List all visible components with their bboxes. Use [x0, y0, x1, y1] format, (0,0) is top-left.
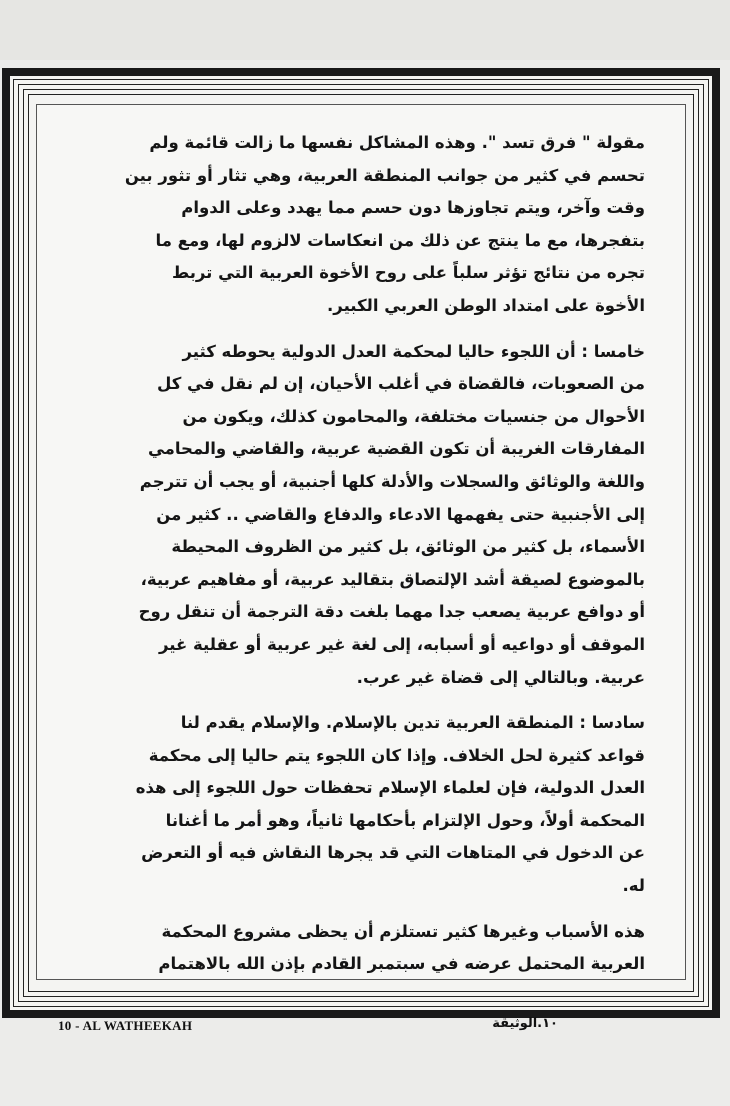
text-line: وقت وآخر، ويتم تجاوزها دون حسم مما يهدد وعلى الدوام	[181, 198, 645, 218]
footer-page-label-latin: 10 - AL WATHEEKAH	[58, 1018, 193, 1033]
footer-page-label-arabic: ١٠.الوثيقة	[492, 1016, 558, 1031]
text-line: خامسا : أن اللجوء حاليا لمحكمة العدل الدولية يحوطه كثير	[182, 341, 645, 361]
text-line: الموقف أو دواعيه أو أسبابه، إلى لغة غير عربية أو عقلية غير	[158, 634, 645, 654]
text-line: تجره من نتائج تؤثر سلباً على روح الأخوة العربية التي تربط	[172, 263, 645, 283]
text-line: هذه الأسباب وغيرها كثير تستلزم أن يحظى مشروع المحكمة	[161, 921, 645, 941]
article-body	[36, 104, 686, 980]
text-line: أو دوافع عربية يصعب جدا مهما بلغت دقة الترجمة أن تنقل روح	[138, 602, 645, 622]
text-line: بتفجرها، مع ما ينتج عن ذلك من انعكاسات لالزوم لها، ومع ما	[155, 230, 645, 250]
text-line: بالموضوع لصيقة أشد الإلتصاق بتقاليد عربية، أو مفاهيم عربية،	[140, 569, 645, 589]
paragraph-3	[77, 707, 645, 903]
text-line: عربية. وبالتالي إلى قضاة غير عرب.	[356, 667, 645, 687]
text-line: الأخوة على امتداد الوطن العربي الكبير.	[327, 295, 645, 315]
text-line: من الصعوبات، فالقضاة في أغلب الأحيان، إن لم نقل في كل	[156, 374, 645, 394]
text-line: المفارقات الغريبة أن تكون القضية عربية، والقاضي والمحامي	[147, 439, 645, 459]
text-line: سادسا : المنطقة العربية تدين بالإسلام. والإسلام يقدم لنا	[180, 713, 645, 733]
decorative-frame	[2, 68, 720, 1018]
text-line: له.	[622, 876, 645, 896]
text-line: تحسم في كثير من جوانب المنطقة العربية، وهي تثار أو تثور بين	[124, 165, 645, 185]
paragraph-1	[77, 127, 645, 323]
text-line: العدل الدولية، فإن لعلماء الإسلام تحفظات حول اللجوء إلى هذه	[135, 778, 645, 798]
text-line: قواعد كثيرة لحل الخلاف. وإذا كان اللجوء يتم حاليا إلى محكمة	[148, 745, 645, 765]
paragraph-4	[77, 916, 645, 981]
page-top-margin	[0, 0, 730, 60]
text-line: إلى الأجنبية حتى يفهمها الادعاء والدفاع والقاضي .. كثير من	[156, 504, 645, 524]
text-line: عن الدخول في المتاهات التي قد يجرها النقاش فيه أو التعرض	[141, 843, 645, 863]
text-line: الأحوال من جنسيات مختلفة، والمحامون كذلك، ويكون من	[182, 406, 645, 426]
text-line: الأسماء، بل كثير من الوثائق، بل كثير من الظروف المحيطة	[171, 537, 645, 557]
text-line: المحكمة أولاً، وحول الإلتزام بأحكامها ثانياً، وهو أمر ما أغنانا	[165, 810, 645, 830]
text-line: العربية المحتمل عرضه في سبتمبر القادم بإذن الله بالاهتمام	[158, 954, 645, 974]
paragraph-2	[77, 336, 645, 695]
text-line: مقولة " فرق تسد ". وهذه المشاكل نفسها ما زالت قائمة ولم	[149, 133, 645, 152]
text-line: واللغة والوثائق والسجلات والأدلة كلها أجنبية، أو يجب أن تترجم	[139, 471, 645, 491]
